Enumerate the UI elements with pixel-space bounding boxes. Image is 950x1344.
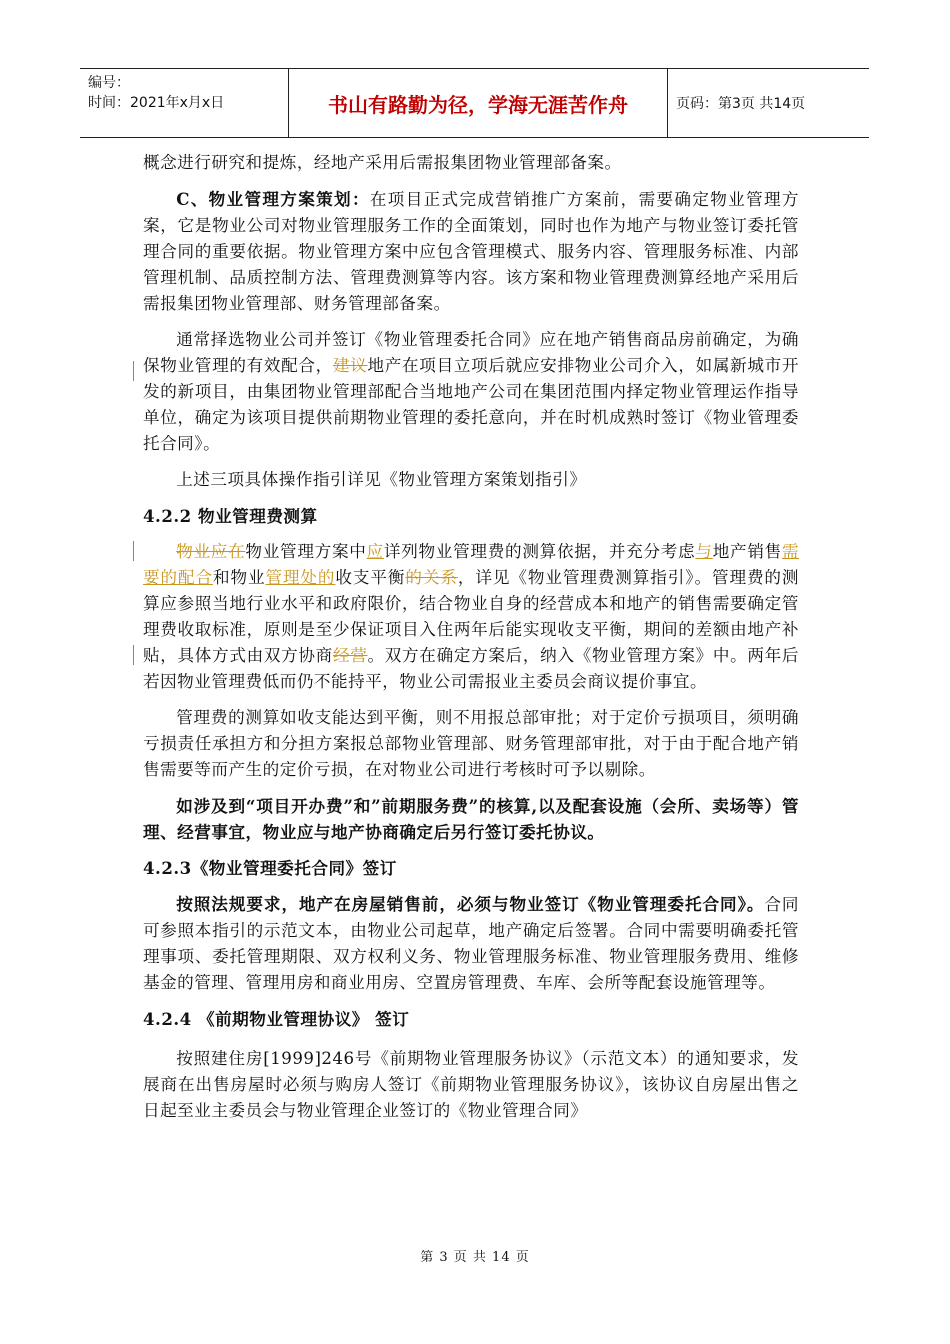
inserted-text: 管理处的	[265, 568, 336, 587]
section-heading: 4.2.3《物业管理委托合同》签订	[143, 858, 397, 878]
header-motto: 书山有路勤为径，学海无涯苦作舟	[289, 69, 668, 137]
inserted-text: 应	[366, 542, 384, 561]
header-page-code: 页码：第3页 共14页	[676, 96, 806, 112]
inserted-text: 需要的配合	[143, 542, 800, 587]
document-body	[143, 150, 799, 1124]
deleted-text: 建议	[332, 356, 368, 375]
time-label: 时间：2021年x月x日	[88, 95, 225, 111]
number-label: 编号：	[88, 75, 130, 91]
paragraph-lead: 按照法规要求，地产在房屋销售前，必须与物业签订《物业管理委托合同》。	[176, 894, 765, 914]
header-meta	[80, 69, 289, 137]
paragraph: 按照建住房[1999]246号《前期物业管理服务协议》（示范文本）的通知要求，发展商在出售房屋时必须与购房人签订《前期物业管理服务协议》，该协议自房屋出售之日起至业主委员会与物业管理企业签订的《物业管理合同》	[143, 1049, 799, 1120]
deleted-text: 物业应在	[176, 542, 246, 561]
change-bar	[133, 361, 134, 381]
deleted-text: 经营	[332, 646, 368, 665]
paragraph: 通常择选物业公司并签订《物业管理委托合同》应在地产销售商品房前确定，为确保物业管理的有效配合，建议地产在项目立项后就应安排物业公司介入，如属新城市开发的新项目，由集团物业管理部配合当地地产公司在集团范围内择定物业管理运作指导单位，确定为该项目提供前期物业管理的委托意向，并在时机成熟时签订《物业管理委托合同》。	[143, 327, 799, 457]
paragraph-lead: C、物业管理方案策划：	[176, 189, 370, 209]
paragraph: 如涉及到“项目开办费”和”前期服务费”的核算,以及配套设施（会所、卖场等）管理、经营事宜，物业应与地产协商确定后另行签订委托协议。	[143, 796, 799, 842]
paragraph: 管理费的测算如收支能达到平衡，则不用报总部审批；对于定价亏损项目，须明确亏损责任承担方和分担方案报总部物业管理部、财务管理部审批，对于由于配合地产销售需要等而产生的定价亏损，在对物业公司进行考核时可予以剔除。	[143, 708, 799, 779]
paragraph: C、物业管理方案策划：在项目正式完成营销推广方案前，需要确定物业管理方案，它是物业公司对物业管理服务工作的全面策划，同时也作为地产与物业签订委托管理合同的重要依据。物业管理方案中应包含管理模式、服务内容、管理服务标准、内部管理机制、品质控制方法、管理费测算等内容。该方案和物业管理费测算经地产采用后需报集团物业管理部、财务管理部备案。	[143, 189, 800, 313]
paragraph: 按照法规要求，地产在房屋销售前，必须与物业签订《物业管理委托合同》。合同可参照本指引的示范文本，由物业公司起草，地产确定后签署。合同中需要明确委托管理事项、委托管理期限、双方权利义务、物业管理服务标准、物业管理服务费用、维修基金的管理、管理用房和商业用房、空置房管理费、车库、会所等配套设施管理等。	[143, 894, 799, 992]
page-footer: 第 3 页 共 14 页	[420, 1250, 530, 1265]
section-heading: 4.2.4 《前期物业管理协议》 签订	[143, 1009, 410, 1029]
change-bar	[133, 645, 134, 665]
change-bar	[133, 541, 134, 561]
header-table	[80, 68, 869, 138]
section-heading: 4.2.2 物业管理费测算	[143, 506, 318, 526]
deleted-text: 的关系	[405, 568, 458, 587]
paragraph: 物业应在物业管理方案中应详列物业管理费的测算依据，并充分考虑与地产销售需要的配合和物业管理处的收支平衡的关系，详见《物业管理费测算指引》。管理费的测算应参照当地行业水平和政府限价，结合物业自身的经营成本和地产的销售需要确定管理费收取标准，原则是至少保证项目入住两年后能实现收支平衡，期间的差额由地产补贴，具体方式由双方协商经营。双方在确定方案后，纳入《物业管理方案》中。两年后若因物业管理费低而仍不能持平，物业公司需报业主委员会商议提价事宜。	[143, 539, 799, 695]
paragraph: 上述三项具体操作指引详见《物业管理方案策划指引》	[176, 470, 587, 489]
inserted-text: 与	[695, 542, 713, 561]
paragraph: 概念进行研究和提炼，经地产采用后需报集团物业管理部备案。	[143, 153, 622, 172]
